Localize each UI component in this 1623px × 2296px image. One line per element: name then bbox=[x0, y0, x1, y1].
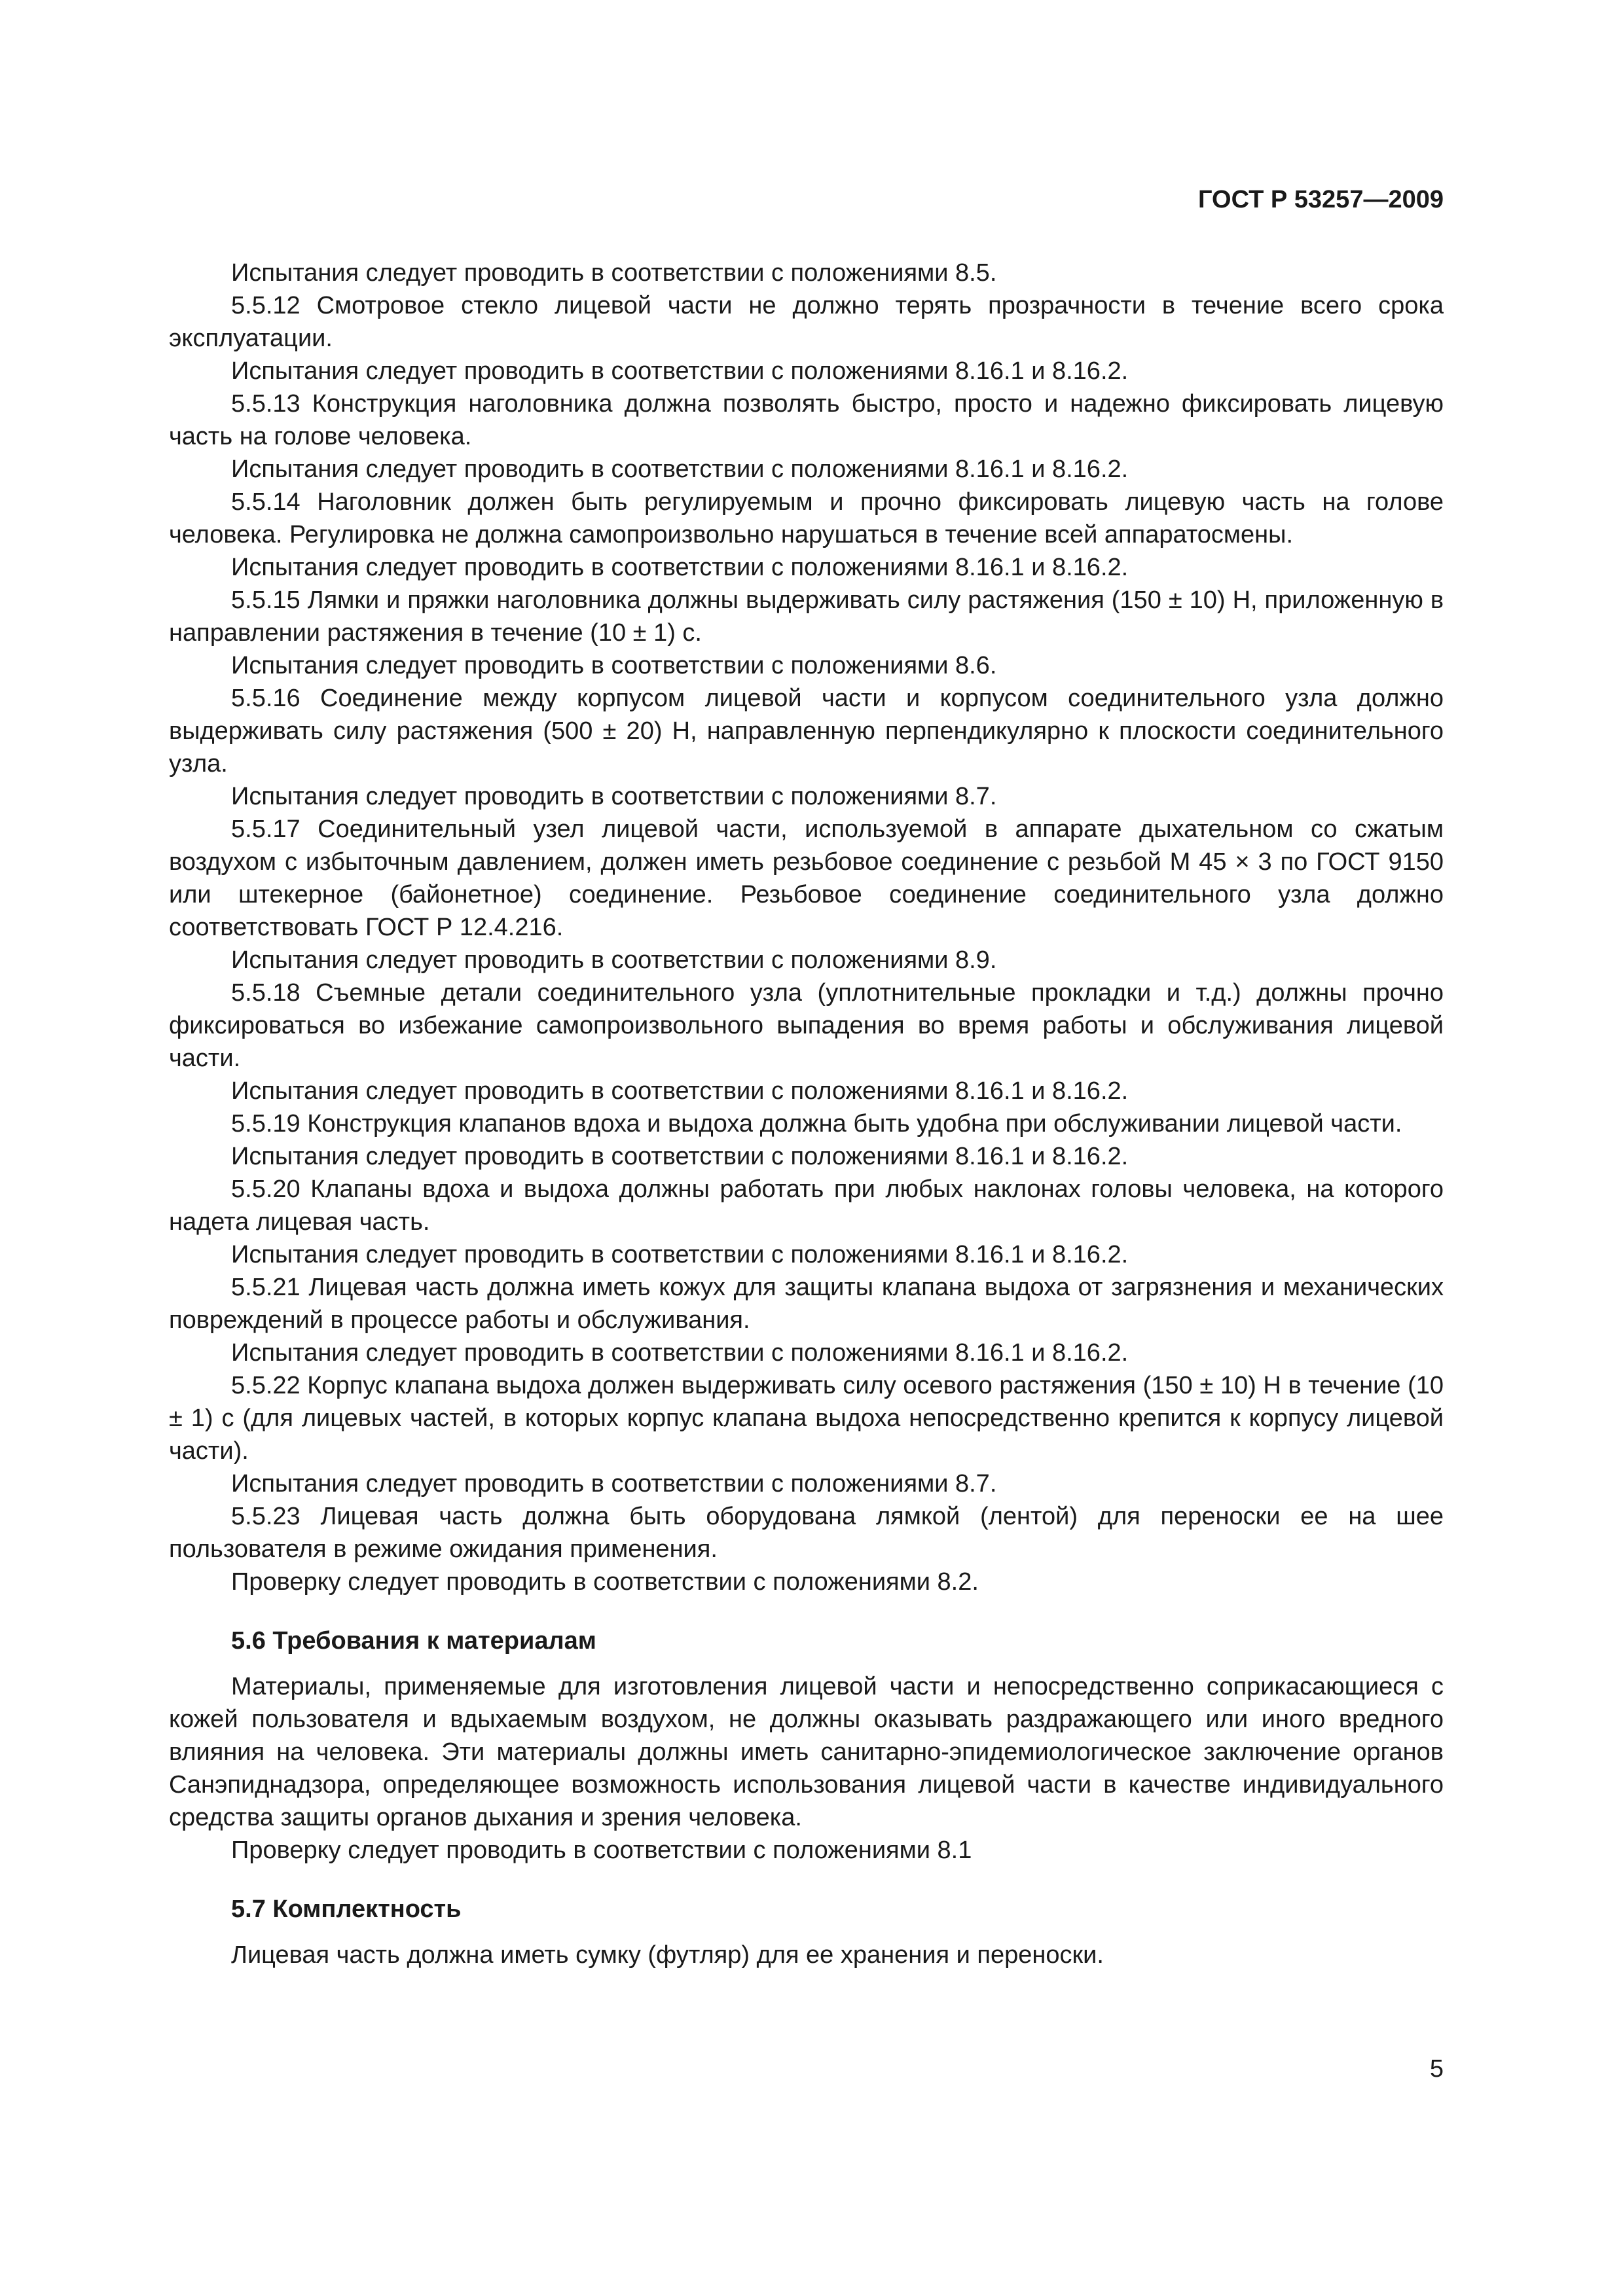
paragraph: 5.5.17 Соединительный узел лицевой части, используемой в аппарате дыхательном со сжатым воздухом с избыточным давлением, должен иметь резьбовое соединение с резьбой М 45 × 3 по ГОСТ 9150 или штекерное (байонетное) соединение. Резьбовое соединение соединительного узла должно соответствовать ГОСТ Р 12.4.216. bbox=[169, 816, 1444, 941]
document-body bbox=[169, 257, 1444, 1971]
paragraph: 5.5.19 Конструкция клапанов вдоха и выдоха должна быть удобна при обслуживании лицевой части. bbox=[231, 1110, 1402, 1138]
document-id: ГОСТ Р 53257—2009 bbox=[1198, 186, 1444, 213]
paragraph: Испытания следует проводить в соответствии с положениями 8.16.1 и 8.16.2. bbox=[231, 554, 1129, 581]
paragraph: Испытания следует проводить в соответствии с положениями 8.16.1 и 8.16.2. bbox=[231, 1077, 1129, 1105]
paragraph: Проверку следует проводить в соответствии с положениями 8.2. bbox=[231, 1568, 979, 1596]
paragraph: 5.5.12 Смотровое стекло лицевой части не должно терять прозрачности в течение всего срока эксплуатации. bbox=[169, 292, 1444, 352]
paragraph: 5.5.21 Лицевая часть должна иметь кожух для защиты клапана выдоха от загрязнения и механических повреждений в процессе работы и обслуживания. bbox=[169, 1274, 1444, 1334]
paragraph: Испытания следует проводить в соответствии с положениями 8.9. bbox=[231, 946, 997, 974]
paragraph: Испытания следует проводить в соответствии с положениями 8.16.1 и 8.16.2. bbox=[231, 1143, 1129, 1170]
paragraph: Испытания следует проводить в соответствии с положениями 8.16.1 и 8.16.2. bbox=[231, 357, 1129, 385]
paragraph: 5.5.22 Корпус клапана выдоха должен выдерживать силу осевого растяжения (150 ± 10) Н в течение (10 ± 1) с (для лицевых частей, в которых корпус клапана выдоха непосредственно крепится к корпусу лицевой части). bbox=[169, 1372, 1444, 1465]
paragraph: 5.5.14 Наголовник должен быть регулируемым и прочно фиксировать лицевую часть на голове человека. Регулировка не должна самопроизвольно нарушаться в течение всей аппаратосмены. bbox=[169, 488, 1444, 548]
paragraph: Испытания следует проводить в соответствии с положениями 8.16.1 и 8.16.2. bbox=[231, 1241, 1129, 1268]
paragraph: 5.5.20 Клапаны вдоха и выдоха должны работать при любых наклонах головы человека, на которого надета лицевая часть. bbox=[169, 1175, 1444, 1236]
paragraph: Испытания следует проводить в соответствии с положениями 8.16.1 и 8.16.2. bbox=[231, 456, 1129, 483]
paragraph: 5.5.18 Съемные детали соединительного узла (уплотнительные прокладки и т.д.) должны прочно фиксироваться во избежание самопроизвольного выпадения во время работы и обслуживания лицевой части. bbox=[169, 979, 1444, 1072]
paragraph: Испытания следует проводить в соответствии с положениями 8.5. bbox=[231, 259, 997, 287]
section-heading: 5.7 Комплектность bbox=[231, 1895, 462, 1923]
paragraph: 5.5.16 Соединение между корпусом лицевой части и корпусом соединительного узла должно выдерживать силу растяжения (500 ± 20) Н, направленную перпендикулярно к плоскости соединительного узла. bbox=[169, 685, 1444, 778]
paragraph: Испытания следует проводить в соответствии с положениями 8.6. bbox=[231, 652, 997, 679]
paragraph: Лицевая часть должна иметь сумку (футляр) для ее хранения и переноски. bbox=[231, 1941, 1104, 1969]
paragraph: Проверку следует проводить в соответствии с положениями 8.1 bbox=[231, 1837, 972, 1864]
paragraph: 5.5.13 Конструкция наголовника должна позволять быстро, просто и надежно фиксировать лицевую часть на голове человека. bbox=[169, 390, 1444, 450]
paragraph: Испытания следует проводить в соответствии с положениями 8.7. bbox=[231, 1470, 997, 1498]
page-number: 5 bbox=[1429, 2055, 1444, 2083]
section-heading: 5.6 Требования к материалам bbox=[231, 1627, 596, 1655]
paragraph: Испытания следует проводить в соответствии с положениями 8.16.1 и 8.16.2. bbox=[231, 1339, 1129, 1367]
paragraph: 5.5.23 Лицевая часть должна быть оборудована лямкой (лентой) для переноски ее на шее пользователя в режиме ожидания применения. bbox=[169, 1503, 1444, 1563]
paragraph: 5.5.15 Лямки и пряжки наголовника должны выдерживать силу растяжения (150 ± 10) Н, приложенную в направлении растяжения в течение (10 ± 1) с. bbox=[169, 586, 1444, 647]
paragraph: Испытания следует проводить в соответствии с положениями 8.7. bbox=[231, 783, 997, 810]
paragraph: Материалы, применяемые для изготовления лицевой части и непосредственно соприкасающиеся с кожей пользователя и вдыхаемым воздухом, не должны оказывать раздражающего или иного вредного влияния на человека. Эти материалы должны иметь санитарно-эпидемиологическое заключение органов Санэпиднадзора, определяющее возможность использования лицевой части в качестве индивидуального средства защиты органов дыхания и зрения человека. bbox=[169, 1673, 1444, 1831]
